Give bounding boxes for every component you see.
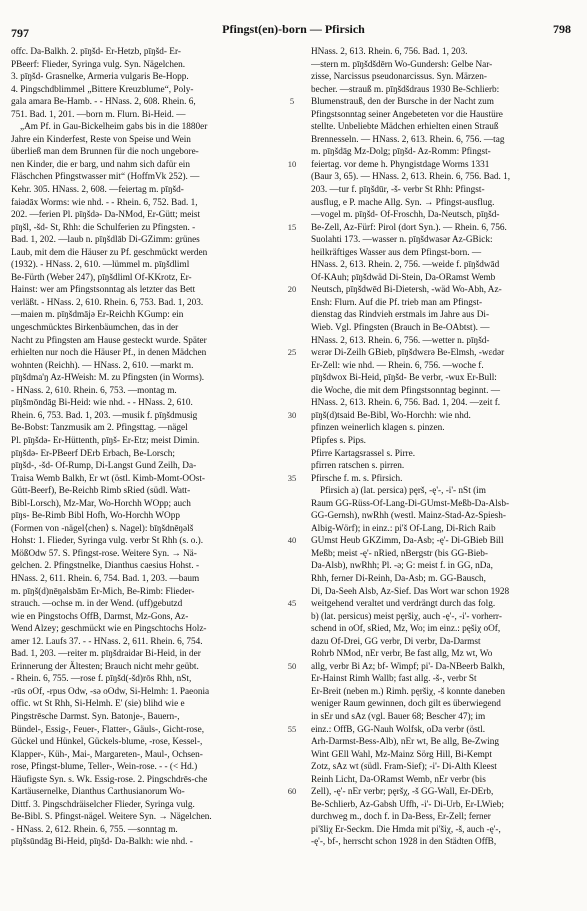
text-line: Jahre ein Kinderfest, Reste von Speise und Wein	[11, 134, 191, 145]
text-line: becher. —strauß m. pīŋšdšdraus 1930 Be-Schlierb:	[311, 84, 500, 95]
text-line: rose, Pfingst-blume, Teller-, Wein-rose. - - (< Hd.)	[11, 762, 198, 773]
text-line: gelchen. 2. Pfingstnelke, Dianthus caesius Hohst. -	[11, 561, 200, 572]
text-line: gala amara Be-Hamb. - - HNass. 2, 608. Rhein. 6,	[11, 97, 196, 108]
text-line: schend in oOf, sRied, Mz, Wo; im einz.: pęšiχ oOf,	[311, 624, 501, 635]
text-line: Er-Hainst Rimh Wallb; fast allg. -š-, verbr St	[311, 674, 477, 685]
text-line: Wend Alzey; geschmückt wie en Pingschtochs Holz-	[11, 624, 207, 635]
text-line: Neutsch, pīŋšdwēd Bi-Dietersh, -wäd Wo-Abh, Az-	[311, 285, 502, 296]
text-line: Be-Zell, Az-Fürf: Pirol (dort Syn.). — Rhein. 6, 756.	[311, 222, 507, 233]
text-line: Klapper-, Küh-, Mai-, Margareten-, Maul-, Ochsen-	[11, 749, 203, 760]
text-line: GUmst Heub GKZimm, Da-Asb; -ę'- Di-GBieb Bill	[311, 536, 504, 547]
text-line: pīŋs- Be-Rimb Bibl Hofh, Wo-Horchh WOpp	[11, 511, 180, 522]
text-line: Er-Breit (neben m.) Rimh. pęršiχ, -š konnte daneben	[311, 686, 506, 697]
text-line: - HNass. 2, 610. Rhein. 6, 753. —montag m.	[11, 385, 177, 396]
text-line: pīŋš(d)tsaid Be-Bibl, Wo-Horchh: wie nhd.	[311, 410, 471, 421]
text-line: Bündel-, Essig-, Feuer-, Flatter-, Gäuls-, Gicht-rose,	[11, 724, 205, 735]
text-line: allg, verbr Bi Az; bf- Wimpf; pi'- Da-NBeerb Balkh,	[311, 661, 505, 672]
text-line: Pfingstsonntag seiner Angebeteten vor die Haustüre	[311, 109, 503, 120]
text-line: strauch. —ochse m. in der Wend. (uff)gebutzd	[11, 599, 183, 610]
text-line: faiədāx Worms: wie nhd. - - Rhein. 6, 752. Bad. 1,	[11, 197, 198, 208]
text-line: pīŋšsūndāg Bi-Heid, pīŋšd- Da-Balkh: wie nhd. -	[11, 837, 193, 848]
text-line: Be-Fürth (Weber 247), pīŋšdliml Of-KKrotz, Er-	[11, 272, 192, 283]
text-line: pīŋšdma'ŋ Az-HWeish: M. zu Pfingsten (in Worms).	[11, 373, 205, 384]
text-line: pfinzen weinerlich klagen s. pinzen.	[311, 423, 445, 434]
text-line: pīŋšl, -šd- St, Rhh: die Schulferien zu Pfingsten. -	[11, 222, 196, 233]
text-line: dienstag das Rindvieh erstmals im Jahre aus Di-	[311, 310, 490, 321]
text-line: -ę'-, bf-, herrscht schon 1928 in den Städten OffB,	[311, 837, 497, 848]
text-line: Hainst: wer am Pfingstsonntag als letzter das Bett	[11, 285, 196, 296]
text-line: Be-Bobst: Tanzmusik am 2. Pfingsttag. —nägel	[11, 423, 188, 434]
text-line: Gütt-Beerf), Be-Reichb Rimb sRied (südl. Watt-	[11, 486, 191, 497]
text-line: Fläschchen Pfingstwasser mit“ (HoffmVk 252). —	[11, 172, 200, 183]
text-line: pīŋšdə- Er-PBeerf DErb Erbach, Be-Lorsch;	[11, 448, 175, 459]
line-number: 60	[287, 786, 297, 797]
running-title: Pfingst(en)-born — Pfirsich	[222, 22, 365, 36]
line-number: 30	[287, 409, 297, 420]
text-line: zisse, Narcissus pseudonarcissus. Syn. Märzen-	[311, 72, 487, 83]
text-line: Brennesseln. — HNass. 2, 613. Rhein. 6, 756. —tag	[311, 134, 505, 145]
text-line: Wieb. Vgl. Pfingsten (Brauch in Be-OAbtst). —	[311, 323, 490, 334]
text-line: Pfirsche f. m. s. Pfirsich.	[311, 473, 403, 484]
text-line: stellte. Unbeliebte Mädchen erhielten einen Strauß	[311, 122, 499, 133]
line-number: 15	[287, 221, 297, 232]
text-line: Di, Da-Seeh Alsb, Az-Sief. Das Wort war schon 1928	[311, 586, 510, 597]
text-line: Raum GG-Rüss-Of-Lang-Di-GUmst-Meßb-Da-Alsb-	[311, 498, 510, 509]
text-line: pīŋšd-, -šd- Of-Rump, Di-Langst Gund Zeilh, Da-	[11, 461, 197, 472]
text-line: —vogel m. pīŋšd- Of-Froschh, Da-Neutsch, pīŋšd-	[311, 210, 500, 221]
text-line: —stern m. pīŋšdšdērn Wo-Gundersh: Gelbe Nar-	[311, 59, 493, 70]
text-line: GG-Gernsh), nwRhh (westl. Mainz-Stad-Az-Spiesh-	[311, 511, 506, 522]
text-line: Be-Bibl. S. Pfingst-nägel. Weitere Syn. → Nägelchen.	[11, 812, 212, 823]
text-line: Rhein. 6, 753. Bad. 1, 203. —musik f. pīŋšdmusig	[11, 410, 198, 421]
text-line: Zell), -ę'- nEr verbr; pęršχ, -š GG-Wall, Er-DErb,	[311, 787, 494, 798]
text-line: Pfipfes s. Pips.	[311, 435, 366, 446]
text-line: Kehr. 305. HNass. 2, 608. —feiertag m. pīŋšd-	[11, 185, 184, 196]
text-line: Laub, mit dem die Häuser zu Pf. geschmückt werden	[11, 247, 208, 258]
text-line: -rūs oOf, -rpus Odw, -sə oOdw, Si-Helmh: 1. Paeonia	[11, 686, 210, 697]
text-line: Pingstrēsche Darmst. Syn. Batonje-, Bauern-,	[11, 711, 180, 722]
text-line: 4. Pingschdblimmel „Bittere Kreuzblume“, Poly-	[11, 84, 194, 95]
text-line: m. pīŋšdāg Mz-Dolg; pīŋšd- Az-Romm: Pfingst-	[311, 147, 491, 158]
line-number-gutter	[282, 46, 302, 906]
text-line: Er-Zell: wie nhd. — Rhein. 6, 756. —woche f.	[311, 360, 484, 371]
text-line: Pl. pīŋšdə- Er-Hüttenth, pīŋš- Er-Etz; meist Dimin.	[11, 435, 200, 446]
line-number: 25	[287, 347, 297, 358]
text-line: —maien m. pīŋšdmājə Er-Reichh KGump: ein	[11, 310, 184, 321]
text-line: Albig-Wörf); in einz.: pi'š Of-Lang, Di-Rich Raib	[311, 523, 496, 534]
text-line: Rohrb NMod, nEr verbr, Be fast allg, Mz wt, Wo	[311, 649, 493, 660]
text-line: nen Kinder, die er barg, und nahm sich dafür ein	[11, 159, 191, 170]
text-line: Ensh: Flurn. Auf die Pf. trieb man am Pfingst-	[311, 297, 483, 308]
text-line: HNass. 2, 613. Rhein. 6, 756. Bad. 1, 203.	[311, 47, 468, 57]
text-line: Be-Schlierb, Az-Gabsh Uffh, -i'- Di-Urb, Er-LWieb;	[311, 799, 504, 810]
text-line: weniger Raum gewinnen, doch gilt es überwiegend	[311, 699, 501, 710]
text-line: wie en Pingstochs OffB, Darmst, Mz-Gons, Az-	[11, 611, 189, 622]
text-line: 751. Bad. 1, 201. —born m. Flurn. Bi-Heid. —	[11, 109, 186, 120]
text-line: PBeerf: Flieder, Syringa vulg. Syn. Nägelchen.	[11, 59, 186, 70]
page-number-left: 797	[11, 26, 29, 40]
text-line: ungeschmücktes Birkenbäumchen, das in der	[11, 323, 179, 334]
text-line: Wint GEll Wahl, Mz-Mainz Sörg Hill, Bi-Kempt	[311, 749, 492, 760]
text-line: 3. pīŋšd- Grasnelke, Armeria vulgaris Be-Hopp.	[11, 72, 189, 83]
line-number: 5	[289, 96, 295, 107]
text-line: erhielten nur noch die Häuser Pf., in denen Mädchen	[11, 348, 207, 359]
text-line: Bad. 1, 202. —laub n. pīŋšdlāb Di-GZimm: grünes	[11, 235, 200, 246]
text-line: feiertag. vor deme h. Phyngistdage Worms 1331	[311, 159, 490, 170]
text-line: (1932). - HNass. 2, 610. —lümmel m. pīŋšdliml	[11, 260, 190, 271]
text-line: - HNass. 2, 612. Rhein. 6, 755. —sonntag m.	[11, 824, 178, 835]
text-line: pi'šliχ Er-Seckm. Die Hmda mit pi'šiχ, -š, auch -ę'-,	[311, 824, 501, 835]
text-line: HNass. 2, 613. Rhein. 2, 756. —weide f. pīŋšdwād	[311, 260, 500, 271]
text-line: verläßt. - HNass. 2, 610. Rhein. 6, 753. Bad. 1, 203.	[11, 297, 204, 308]
right-column	[311, 46, 569, 906]
text-line: Blumenstrauß, den der Bursche in der Nacht zum	[311, 97, 494, 108]
text-line: Da-Alsb), nwRhh; Pl. -ə; G: meist f. in GG, nDa,	[311, 561, 493, 572]
line-number: 50	[287, 660, 297, 671]
text-line: - Rhein. 6, 755. —rose f. pīŋšd(-šd)rōs Rhh, nSt,	[11, 674, 192, 685]
text-line: heilkräftiges Wasser aus dem Pfingst-born. —	[311, 247, 482, 258]
text-line: Reinh Licht, Da-ORamst Wemb, nEr verbr (bis	[311, 774, 486, 785]
line-number: 10	[287, 158, 297, 169]
text-line: wohnten (Reichh). — HNass. 2, 610. —markt m.	[11, 360, 194, 371]
text-line: in sEr und sAz (vgl. Bauer 68; Bescher 47); im	[311, 711, 486, 722]
text-line: Arh-Darmst-Bess-Alb), nEr wt, Be allg, Be-Zwing	[311, 737, 500, 748]
text-line: 202. —ferien Pl. pīŋšdə- Da-NMod, Er-Gütt; meist	[11, 210, 201, 221]
text-line: Traisa Wemb Balkh, Er wt (östl. Kimb-Momt-OOst-	[11, 473, 206, 484]
text-line: Pfirre Kartagsrassel s. Pirre.	[311, 448, 416, 459]
text-line: HNass. 2, 613. Rhein. 6, 756. Bad. 1, 204. —zeit f.	[311, 398, 501, 409]
text-line: weitgehend veraltet und verdrängt durch das folg.	[311, 599, 496, 610]
left-column	[11, 46, 269, 906]
text-line: Kartäusernelke, Dianthus Carthusianorum Wo-	[11, 787, 185, 798]
text-line: Erinnerung der Ältesten; Brauch nicht mehr geübt.	[11, 661, 199, 672]
text-line: Bad. 1, 203. —reiter m. pīŋšdraidər Bi-Heid, in der	[11, 649, 201, 660]
text-line: Häufigste Syn. s. Wk. Essig-rose. 2. Pingschdrēs-che	[11, 774, 208, 785]
text-line: offc. Da-Balkh. 2. pīŋšd- Er-Hetzb, pīŋšd- Er-	[11, 47, 181, 57]
page-number-right: 798	[553, 22, 571, 36]
text-line: einz.: OffB, GG-Nauh Wolfsk, oDa verbr (östl.	[311, 724, 486, 735]
text-line: HNass. 2, 611. Rhein. 6, 754. Bad. 1, 203. —baum	[11, 573, 200, 584]
text-line: m. pīŋš(d)nēŋəlsbām Er-Mich, Be-Rimb: Flieder-	[11, 586, 195, 597]
text-line: (Baur 3, 65). — HNass. 2, 613. Rhein. 6, 756. Bad. 1,	[311, 172, 511, 183]
text-line: b) (lat. persicus) meist pęršiχ, auch -ę'-, -i'- vorherr-	[311, 611, 502, 622]
text-line: Suolahti 173. —wasser n. pīŋšdwasər Az-GBick:	[311, 235, 493, 246]
line-number: 45	[287, 598, 297, 609]
text-line: Of-KAuh; pīŋšdwäd Di-Stein, Da-ORamst Wemb	[311, 272, 496, 283]
text-line: HNass. 2, 613. Rhein. 6, 756. —wetter n. pīŋšd-	[311, 335, 490, 346]
text-line: pīŋšmōndāg Bi-Heid: wie nhd. - - HNass. 2, 610.	[11, 398, 193, 409]
text-line: Dittf. 3. Pingschdräiselcher Flieder, Syringa vulg.	[11, 799, 195, 810]
text-line: (Formen von -nägel⟨chen⟩ s. Nagel): bīŋšdnēŋəlš	[11, 523, 194, 534]
line-number: 35	[287, 472, 297, 483]
line-number: 20	[287, 284, 297, 295]
text-line: 203. —tur f. pīŋšdūr, -š- verbr St Rhh: Pfingst-	[311, 185, 485, 196]
text-line: wεrər Di-Zeilh GBieb, pīŋšdwεrə Be-Elmsh, -wεdər	[311, 348, 505, 359]
text-line: durchweg m., doch f. in Da-Bess, Er-Zell; ferner	[311, 812, 491, 823]
text-line: Zotz, sAz wt (südl. Fram-Sief); -i'- Di-Alth Kleest	[311, 762, 497, 773]
line-number: 40	[287, 535, 297, 546]
text-line: MößOdw 57. S. Pfingst-rose. Weitere Syn. → Nä-	[11, 548, 197, 559]
text-line: die Woche, die mit dem Pfingstsonntag beginnt. —	[311, 385, 500, 396]
text-line: Nacht zu Pfingsten am Hause gesteckt wurde. Später	[11, 335, 207, 346]
text-line: „Am Pf. in Gau-Bickelheim gabs bis in die 1880er	[20, 122, 208, 133]
text-line: offic. wt St Rhh, Si-Helmh. E' (sie) blihd wie e	[11, 699, 185, 710]
text-line: Pfirsich a) (lat. persica) pęrš, -ę'-, -i'- nSt (im	[320, 486, 486, 497]
text-line: Hohst: 1. Flieder, Syringa vulg. verbr St Rhh (s. o.).	[11, 536, 204, 547]
text-line: Gückel und Hünkel, Gückels-blume, -rose, Kessel-,	[11, 737, 203, 748]
text-line: dazu Of-Drei, GG verbr, Di verbr, Da-Darmst	[311, 636, 481, 647]
text-line: Meßb; meist -ę'- nRied, nBergstr (bis GG-Bieb-	[311, 548, 488, 559]
page-header	[0, 0, 587, 40]
text-line: amer 12. Laufs 37. - - HNass. 2, 611. Rhein. 6, 754.	[11, 636, 203, 647]
text-line: Rhh, ferner Di-Reinh, Da-Asb; m. GG-Bausch,	[311, 573, 486, 584]
text-line: überließ man dem Brunnen für die noch ungebore-	[11, 147, 199, 158]
text-line: Bibl-Lorsch), Mz-Mar, Wo-Horchh WOpp; auch	[11, 498, 191, 509]
text-line: ausflug, e P. mache Allg. Syn. → Pfingst-ausflug.	[311, 197, 495, 208]
text-line: pīŋšdwox Bi-Heid, pīŋšd- Be verbr, -wux Er-Bull:	[311, 373, 497, 384]
line-number: 55	[287, 723, 297, 734]
text-line: pfirren ratschen s. pirren.	[311, 461, 405, 472]
